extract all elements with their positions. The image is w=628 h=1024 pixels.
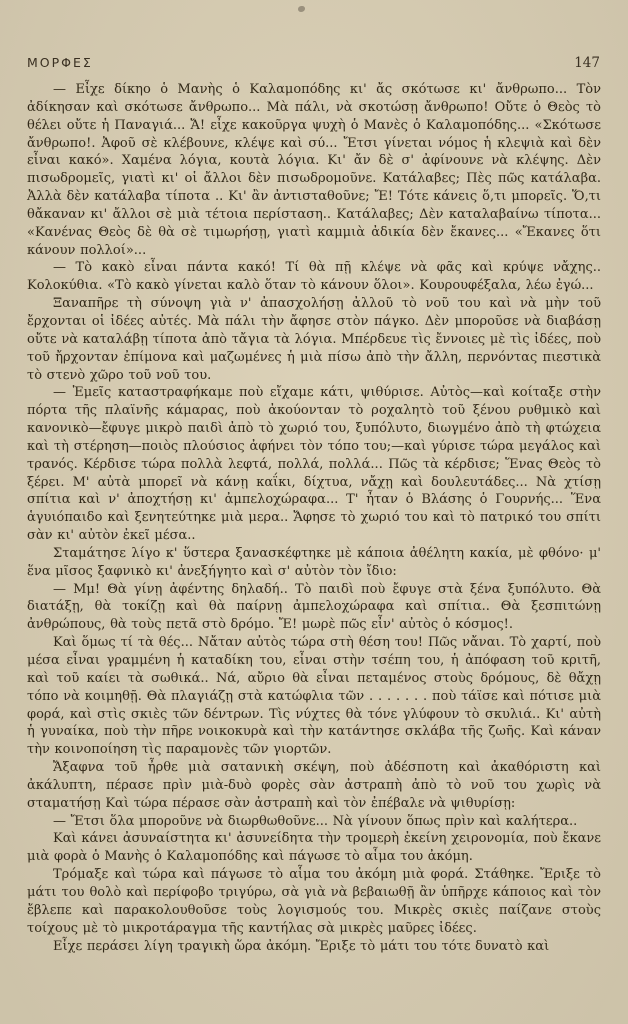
paragraph: Καὶ ὅμως τί τὰ θές... Νἄταν αὐτὸς τώρα στὴ θέση του! Πῶς νἄναι. Τὸ χαρτί, ποὺ μέσα εἶναι γραμμένη ἡ καταδίκη του, εἶναι στὴν τσέπη του, ἡ ἀπόφαση τοῦ κριτῆ, καὶ τοῦ καίει τὰ σωθικά.. Νά, αὔριο θὰ εἶναι πεταμένος στοὺς δρόμους, δὲ θἄχῃ τόπο νὰ κοιμηθῇ. Θὰ πλαγιάζῃ στὰ κατώφλια τῶν . . . . . . . ποὺ τάϊσε καὶ πότισε μιὰ φορά, καὶ στὶς σκιὲς τῶν δέντρων. Τὶς νύχτες θὰ τόνε γλύφουν τὸ σκυλιά.. Κι' αὐτὴ ἡ γυναίκα, ποὺ τὴν πῆρε νοικοκυρὰ καὶ τὴν κατάντησε σκλάβα τῆς ζωῆς. Καὶ κάναν τὴν κοινοποίηση τὶς παραμονὲς τῶν γιορτῶν. [27, 635, 601, 758]
running-head [27, 55, 600, 71]
paragraph: Καὶ κάνει ἀσυναίστητα κι' ἀσυνείδητα τὴν τρομερὴ ἐκείνη χειρονομία, ποὺ ἔκανε μιὰ φορὰ ὁ Μανὴς ὁ Καλαμοπόδης καὶ πάγωσε τὸ αἷμα του ἀκόμη. [27, 831, 601, 865]
paragraph: Σταμάτησε λίγο κ' ὕστερα ξανασκέφτηκε μὲ κάποια ἀθέλητη κακία, μὲ φθόνο· μ' ἕνα μῖσος ξαφνικὸ κι' ἀνεξήγητο καὶ σ' αὐτὸν τὸν ἴδιο: [27, 545, 601, 579]
paragraph: — Τὸ κακὸ εἶναι πάντα κακό! Τί θὰ πῇ κλέψε νὰ φᾶς καὶ κρύψε νἄχης.. Κολοκύθια. «Τὸ κακὸ γίνεται καλὸ ὅταν τὸ κάνουν ὅλοι». Κουρουφέξαλα, λέω ἐγώ... [27, 260, 601, 294]
paragraph: Εἶχε περάσει λίγη τραγικὴ ὥρα ἀκόμη. Ἔριξε τὸ μάτι του τότε δυνατὸ καὶ [53, 938, 550, 954]
paragraph: — Ἔτσι ὅλα μποροῦνε νὰ διωρθωθοῦνε... Νὰ γίνουν ὅπως πρὶν καὶ καλήτερα.. [53, 813, 578, 829]
paragraph: — Εἶχε δίκηο ὁ Μανὴς ὁ Καλαμοπόδης κι' ἄς σκότωσε κι' ἄνθρωπο... Τὸν ἀδίκησαν καὶ σκότωσε ἄνθρωπο... Μὰ πάλι, νὰ σκοτώσῃ ἄνθρωπο! Οὔτε ὁ Θεὸς τὸ θέλει οὔτε ἡ Παναγιά... Ἄ! εἶχε κακοῦργα ψυχὴ ὁ Μανὲς ὁ Καλαμοπόδης... «Σκότωσε ἄνθρωπο!. Ἀφοῦ σὲ κλέβουνε, κλέψε καὶ σύ... Ἔτσι γίνεται νόμος ἡ κλεψιὰ καὶ δὲν εἶναι κακό». Χαμένα λόγια, κουτὰ λόγια. Κι' ἄν δὲ σ' ἀφίνουνε νὰ κλέψης. Δὲν πισωδρομεῖς, γιατὶ κι' οἱ ἄλλοι δὲν πισωδρομοῦνε. Κατάλαβες; Πὲς πῶς κατάλαβα. Ἀλλὰ δὲν κατάλαβα τίποτα .. Κι' ἂν ἀντισταθοῦνε; Ἔ! Τότε κάνεις ὅ,τι μπορεῖς. Ὅ,τι θἄκαναν κι' ἄλλοι σὲ μιὰ τέτοια περίσταση.. Κατάλαβες; Δὲν καταλαβαίνω τίποτα... «Κανένας Θεὸς δὲ θὰ σὲ τιμωρήσῃ, γιατὶ καμμιὰ ἀδικία δὲν ἔκανες... «Ἔκανες ὅτι κάνουν πολλοί»... [27, 82, 601, 258]
paragraph: Ἄξαφνα τοῦ ἦρθε μιὰ σατανικὴ σκέψη, ποὺ ἀδέσποτη καὶ ἀκαθόριστη καὶ ἀκάλυπτη, πέρασε πρὶν μιὰ-δυὸ φορὲς σὰν ἀστραπὴ ἀπὸ τὸ νοῦ του χωρὶς νὰ σταματήσῃ Καὶ τώρα πέρασε σὰν ἀστραπὴ καὶ τὸν ἐπέβαλε νὰ ψιθυρίσῃ: [27, 760, 601, 811]
paragraph: Ξαναπῆρε τὴ σύνοψη γιὰ ν' ἀπασχολήσῃ ἀλλοῦ τὸ νοῦ του καὶ νὰ μὴν τοῦ ἔρχονται οἱ ἰδέες αὐτές. Μὰ πάλι τὴν ἄφησε στὸν πάγκο. Δὲν μποροῦσε νὰ διαβάσῃ οὔτε νὰ καταλάβῃ τίποτα ἀπὸ τἄγια τὰ λόγια. Μπέρδευε τὶς ἔννοιες μὲ τὶς ἰδέες, ποὺ τοῦ ἤρχονταν ἐπίμονα καὶ μαζωμένες ἡ μιὰ πίσω ἀπὸ τὴν ἄλλη, περνόντας πιεστικὰ τὸ στενὸ χῶρο τοῦ νοῦ του. [27, 296, 601, 383]
paragraph: — Μμ! Θὰ γίνῃ ἀφέντης δηλαδή.. Τὸ παιδὶ ποὺ ἔφυγε στὰ ξένα ξυπόλυτο. Θὰ διατάξῃ, θὰ τοκίζῃ καὶ θὰ παίρνῃ ἀμπελοχώραφα καὶ σπίτια.. Θὰ ξεσπιτώνῃ ἀνθρώπους, θὰ τοὺς πετᾶ στὸ δρόμο. Ἔ! μωρὲ πῶς εἶν' αὐτὸς ὁ κόσμος!. [27, 581, 601, 633]
paragraph: Τρόμαξε καὶ τώρα καὶ πάγωσε τὸ αἷμα του ἀκόμη μιὰ φορά. Στάθηκε. Ἔριξε τὸ μάτι του θολὸ καὶ περίφοβο τριγύρω, σὰ γιὰ νὰ βεβαιωθῇ ἂν ὑπῆρχε κάποιος καὶ τὸν ἔβλεπε καὶ παρακολουθοῦσε τοὺς λογισμούς του. Μικρὲς σκιὲς παίζανε στοὺς τοίχους μὲ τὸ μικροτάραγμα τῆς καντήλας σὰ μικρὲς μαῦρες ἰδέες. [27, 867, 601, 936]
page-body-text [27, 81, 601, 955]
page-number: 147 [574, 55, 600, 71]
paragraph: — Ἐμεῖς καταστραφήκαμε ποὺ εἴχαμε κάτι, ψιθύρισε. Αὐτὸς—καὶ κοίταξε στὴν πόρτα τῆς πλαϊνῆς κάμαρας, ποὺ ἀκούονταν τὸ ροχαλητὸ τοῦ ξένου ρυθμικὸ καὶ κανονικὸ—ἔφυγε μικρὸ παιδὶ ἀπὸ τὸ χωριό του, ξυπόλυτο, διωγμένο ἀπὸ τὴ φτώχεια καὶ τὴ στέρηση—ποιὸς πλούσιος ἀφήνει τὸν τόπο του;—καὶ γύρισε τώρα μεγάλος καὶ τρανός. Κέρδισε τώρα πολλὰ λεφτά, πολλά, πολλά... Πῶς τὰ κέρδισε; Ἕνας Θεὸς τὸ ξέρει. Μ' αὐτὰ μπορεῖ νὰ κάνῃ καΐκι, δίχτυα, νἄχῃ καὶ δουλευτάδες... Νὰ χτίσῃ σπίτια καὶ ν' ἀποχτήσῃ κι' ἀμπελοχώραφα... Τ' ἦταν ὁ Βλάσης ὁ Γουρνής... Ἕνα ἁγυιόπαιδο καὶ ξενητεύτηκε μιὰ μερα.. Ἄφησε τὸ χωριό του καὶ τὸ πατρικό του σπίτι σὰν κι' αὐτὸν ἐκεῖ μέσα.. [27, 385, 601, 544]
section-title: ΜΟΡΦΕΣ [27, 55, 93, 70]
scan-artifact [298, 6, 305, 12]
